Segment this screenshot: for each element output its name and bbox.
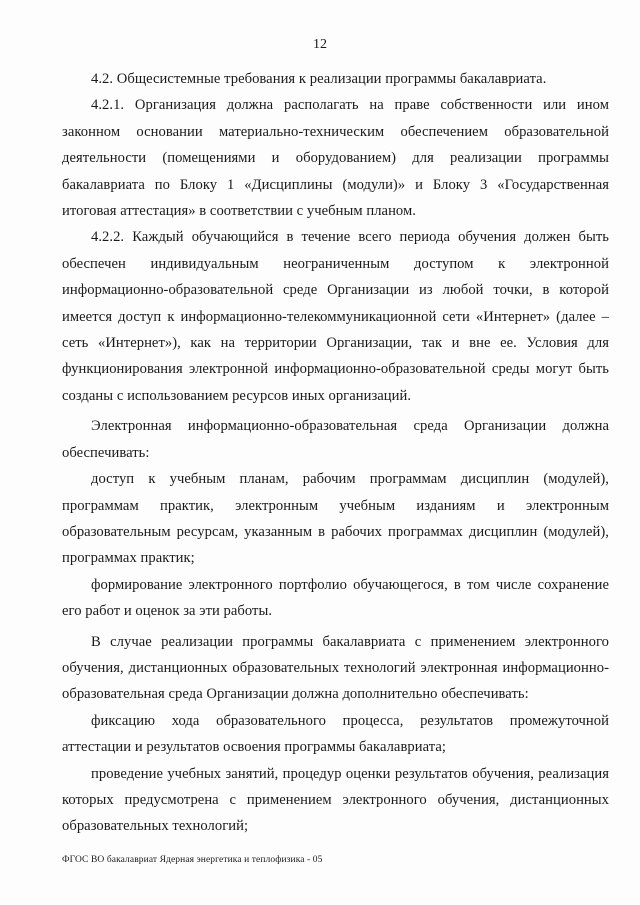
paragraph-distance-learning: В случае реализации программы бакалавриата с применением электронного обучения, дистанционных образовательных технологий электронная информационно-образовательная среда Организации должна дополнительно обеспечивать: [62, 633, 609, 703]
page-number: 12 [313, 37, 327, 52]
paragraph-eios-intro: Электронная информационно-образовательная среда Организации должна обеспечивать: [62, 418, 609, 461]
list-item-portfolio: формирование электронного портфолио обучающегося, в том числе сохранение его работ и оценок за эти работы. [62, 576, 609, 620]
list-item-access: доступ к учебным планам, рабочим программам дисциплин (модулей), программам практик, электронным учебным изданиям и электронным образовательным ресурсам, указанным в рабочих программах дисциплин (модулей), программах практик; [62, 471, 609, 567]
document-body [62, 66, 609, 840]
paragraph-4-2-1: 4.2.1. Организация должна располагать на праве собственности или ином законном основании материально-техническим обеспечением образовательной деятельности (помещениями и оборудованием) для реализации программы бакалавриата по Блоку 1 «Дисциплины (модули)» и Блоку 3 «Государственная итоговая аттестация» в соответствии с учебным планом. [62, 97, 609, 220]
list-item-classes: проведение учебных занятий, процедур оценки результатов обучения, реализация которых предусмотрена с применением электронного обучения, дистанционных образовательных технологий; [62, 765, 609, 835]
footer-note: ФГОС ВО бакалавриат Ядерная энергетика и теплофизика - 05 [62, 855, 323, 865]
list-item-recording: фиксацию хода образовательного процесса, результатов промежуточной аттестации и результатов освоения программы бакалавриата; [62, 712, 609, 756]
section-heading-4-2: 4.2. Общесистемные требования к реализации программы бакалавриата. [91, 71, 547, 87]
paragraph-4-2-2: 4.2.2. Каждый обучающийся в течение всего периода обучения должен быть обеспечен индивидуальным неограниченным доступом к электронной информационно-образовательной среде Организации из любой точки, в которой имеется доступ к информационно-телекоммуникационной сети «Интернет» (далее – сеть «Интернет»), как на территории Организации, так и вне ее. Условия для функционирования электронной информационно-образовательной среды могут быть созданы с использованием ресурсов иных организаций. [62, 229, 609, 404]
